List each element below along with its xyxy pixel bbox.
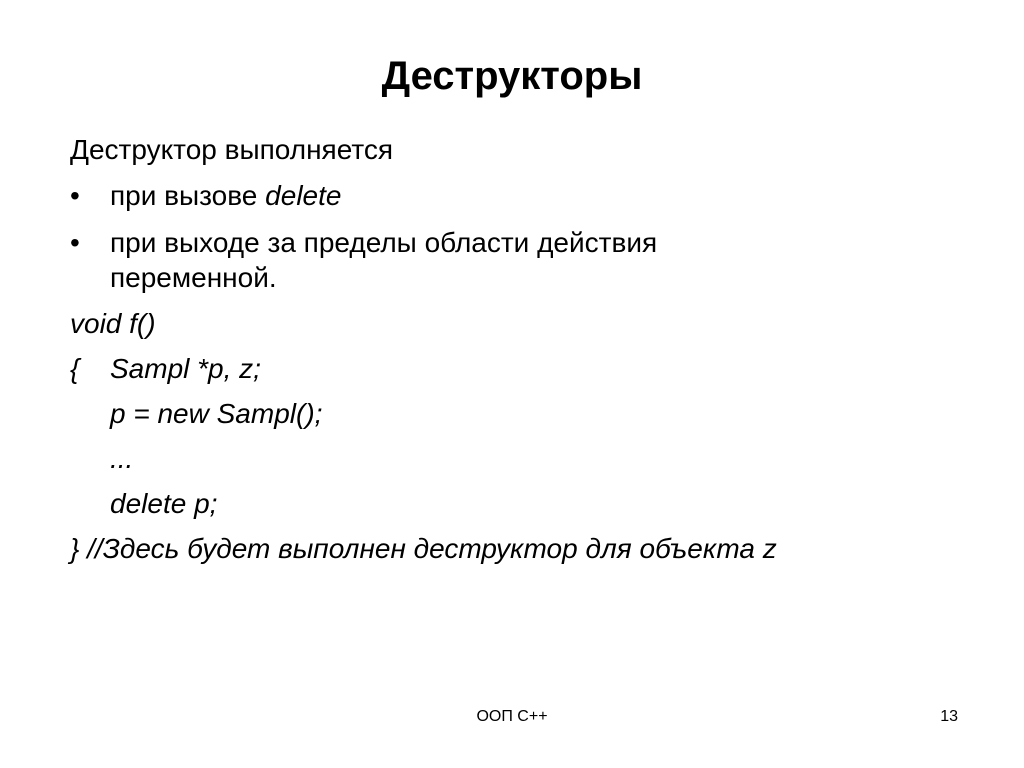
code-line-closing-comment: } //Здесь будет выполнен деструктор для объекта z [70,533,777,564]
intro-text: Деструктор выполняется [70,134,394,165]
footer-course-title: ООП С++ [476,708,548,725]
slide-title: Деструкторы [381,54,643,98]
code-line-delete: delete p; [110,488,218,519]
code-brace-open: { [70,353,80,384]
code-line-ellipsis: ... [110,443,134,474]
page-number: 13 [940,708,958,725]
bullet-marker: • [70,227,80,258]
bullet-text-line1: при выходе за пределы области действия [110,227,658,258]
bullet-text-line2: переменной. [110,262,277,293]
bullet-keyword: delete [265,180,342,211]
bullet-text: при вызове delete [110,180,342,211]
code-line-signature: void f() [70,308,156,339]
code-line-new: p = new Sampl(); [110,398,323,429]
code-line-declaration: Sampl *p, z; [110,353,261,384]
bullet-marker: • [70,180,80,211]
